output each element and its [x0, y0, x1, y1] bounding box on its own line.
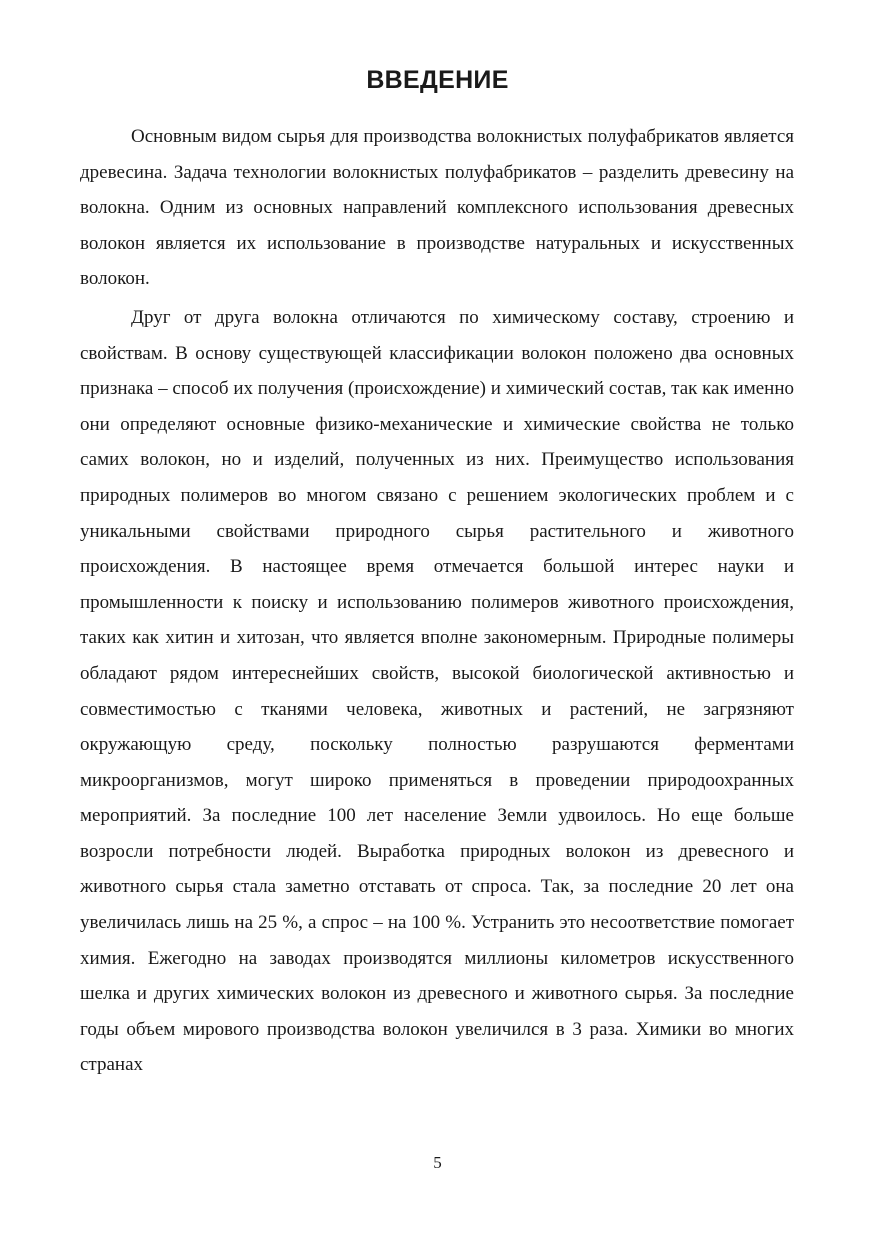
- page-title: ВВЕДЕНИЕ: [366, 66, 509, 94]
- paragraph-2: Друг от друга волокна отличаются по химическому составу, строению и свойствам. В основу существующей классификации волокон положено два основных признака – способ их получения (происхождение) и химический состав, так как именно они определяют основные физико-механические и химические свойства не только самих волокон, но и изделий, полученных из них. Преимущество использования природных полимеров во многом связано с решением экологических проблем и с уникальными свойствами природного сырья растительного и животного происхождения. В настоящее время отмечается большой интерес науки и промышленности к поиску и использованию полимеров животного происхождения, таких как хитин и хитозан, что является вполне закономерным. Природные полимеры обладают рядом интереснейших свойств, высокой биологической активностью и совместимостью с тканями человека, животных и растений, не загрязняют окружающую среду, поскольку полностью разрушаются ферментами микроорганизмов, могут широко применяться в проведении природоохранных мероприятий. За последние 100 лет население Земли удвоилось. Но еще больше возросли потребности людей. Выработка природных волокон из древесного и животного сырья стала заметно отставать от спроса. Так, за последние 20 лет она увеличилась лишь на 25 %, а спрос – на 100 %. Устранить это несоответствие помогает химия. Ежегодно на заводах производятся миллионы километров искусственного шелка и других химических волокон из древесного и животного сырья. За последние годы объем мирового производства волокон увеличился в 3 раза. Химики во многих странах: [80, 306, 794, 1076]
- body-text: [80, 119, 794, 1083]
- page-number: 5: [433, 1153, 442, 1172]
- paragraph-1: Основным видом сырья для производства волокнистых полуфабрикатов является древесина. Задача технологии волокнистых полуфабрикатов – разделить древесину на волокна. Одним из основных направлений комплексного использования древесных волокон является их использование в производстве натуральных и искусственных волокон.: [80, 126, 794, 290]
